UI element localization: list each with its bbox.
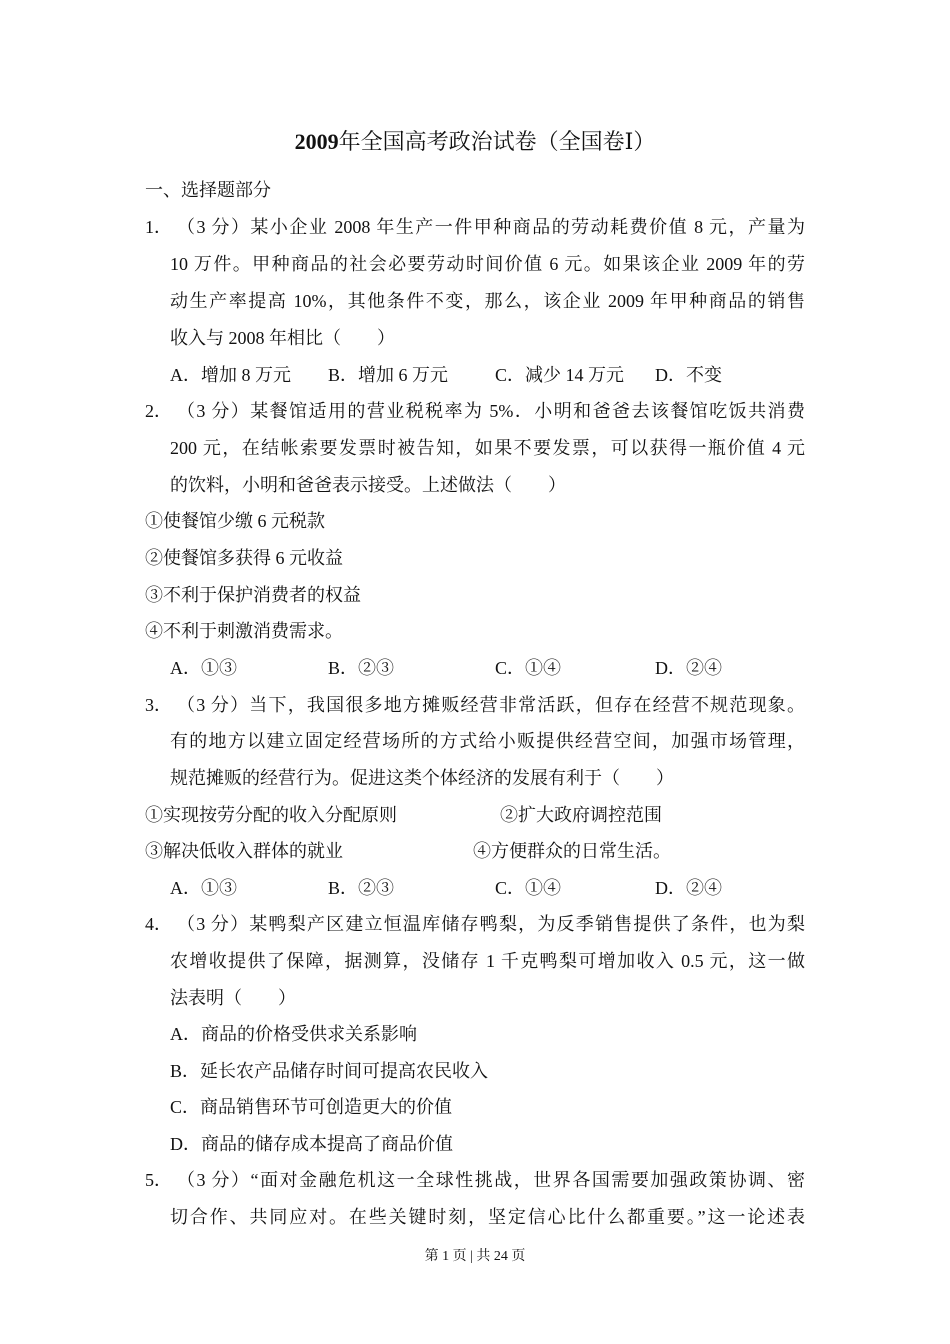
statement-item: ③解决低收入群体的就业 bbox=[145, 841, 343, 861]
question-line: （3 分）某小企业 2008 年生产一件甲种商品的劳动耗费价值 8 元，产量为 bbox=[177, 217, 805, 237]
question-line: 农增收提供了保障，据测算，没储存 1 千克鸭梨可增加收入 0.5 元，这一做 bbox=[170, 951, 805, 971]
question-line: 动生产率提高 10%，其他条件不变，那么，该企业 2009 年甲种商品的销售 bbox=[170, 291, 805, 311]
question-line: （3 分）当下，我国很多地方摊贩经营非常活跃，但存在经营不规范现象。 bbox=[177, 695, 805, 715]
question-line: 法表明（ ） bbox=[170, 988, 296, 1008]
statement-item: ②扩大政府调控范围 bbox=[500, 805, 662, 825]
page-title bbox=[0, 128, 950, 156]
option-b: B．增加 6 万元 bbox=[328, 365, 449, 385]
option-d: D．商品的储存成本提高了商品价值 bbox=[170, 1134, 453, 1154]
question-line: （3 分）某餐馆适用的营业税税率为 5%．小明和爸爸去该餐馆吃饭共消费 bbox=[177, 401, 805, 421]
title-text: 年全国高考政治试卷（全国卷Ⅰ） bbox=[338, 129, 656, 154]
option-d: D．②④ bbox=[655, 658, 722, 678]
page-footer: 第 1 页 | 共 24 页 bbox=[424, 1249, 526, 1264]
question-line: 的饮料，小明和爸爸表示接受。上述做法（ ） bbox=[170, 475, 566, 495]
statement-item: ③不利于保护消费者的权益 bbox=[145, 585, 361, 605]
option-a: A．①③ bbox=[170, 878, 237, 898]
option-d: D．②④ bbox=[655, 878, 722, 898]
question-line: （3 分）某鸭梨产区建立恒温库储存鸭梨，为反季销售提供了条件，也为梨 bbox=[177, 914, 805, 934]
question-line: 10 万件。甲种商品的社会必要劳动时间价值 6 元。如果该企业 2009 年的劳 bbox=[170, 254, 805, 274]
question-line: 收入与 2008 年相比（ ） bbox=[170, 328, 395, 348]
statement-item: ②使餐馆多获得 6 元收益 bbox=[145, 548, 343, 568]
option-c: C．①④ bbox=[495, 658, 562, 678]
option-b: B．②③ bbox=[328, 658, 395, 678]
option-c: C．减少 14 万元 bbox=[495, 365, 625, 385]
question-number: 3． bbox=[145, 695, 172, 715]
option-a: A．增加 8 万元 bbox=[170, 365, 291, 385]
question-line: 有的地方以建立固定经营场所的方式给小贩提供经营空间，加强市场管理， bbox=[170, 731, 805, 751]
option-b: B．②③ bbox=[328, 878, 395, 898]
option-a: A．①③ bbox=[170, 658, 237, 678]
statement-item: ④方便群众的日常生活。 bbox=[473, 841, 671, 861]
statement-item: ①使餐馆少缴 6 元税款 bbox=[145, 511, 325, 531]
option-c: C．商品销售环节可创造更大的价值 bbox=[170, 1097, 453, 1117]
section-heading: 一、选择题部分 bbox=[145, 180, 271, 200]
question-line: 切合作、共同应对。在些关键时刻，坚定信心比什么都重要。”这一论述表 bbox=[170, 1207, 805, 1227]
question-line: 规范摊贩的经营行为。促进这类个体经济的发展有利于（ ） bbox=[170, 768, 674, 788]
question-number: 1． bbox=[145, 217, 172, 237]
option-b: B．延长农产品储存时间可提高农民收入 bbox=[170, 1061, 489, 1081]
question-number: 4． bbox=[145, 914, 172, 934]
option-a: A．商品的价格受供求关系影响 bbox=[170, 1024, 417, 1044]
question-number: 2． bbox=[145, 401, 172, 421]
title-year: 2009 bbox=[294, 129, 339, 154]
question-line: （3 分）“面对金融危机这一全球性挑战，世界各国需要加强政策协调、密 bbox=[177, 1170, 805, 1190]
question-line: 200 元，在结帐索要发票时被告知，如果不要发票，可以获得一瓶价值 4 元 bbox=[170, 438, 805, 458]
statement-item: ①实现按劳分配的收入分配原则 bbox=[145, 805, 397, 825]
statement-item: ④不利于刺激消费需求。 bbox=[145, 621, 343, 641]
option-d: D．不变 bbox=[655, 365, 722, 385]
option-c: C．①④ bbox=[495, 878, 562, 898]
question-number: 5． bbox=[145, 1170, 172, 1190]
